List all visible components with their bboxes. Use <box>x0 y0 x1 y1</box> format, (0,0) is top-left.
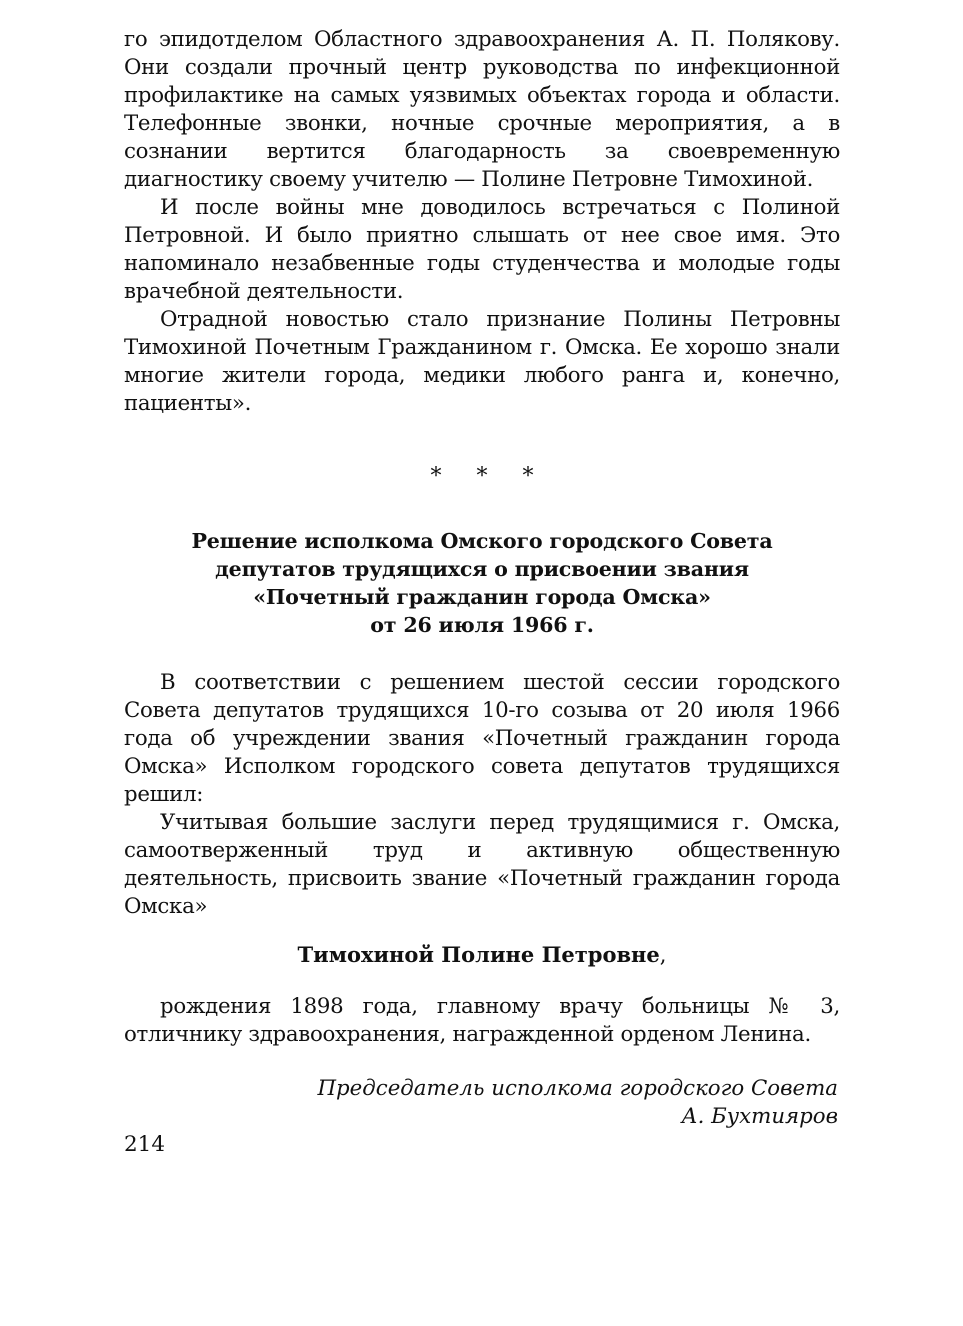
decision-title-line-4: от 26 июля 1966 г. <box>370 613 594 637</box>
decision-title-line-3: «Почетный гражданин города Омска» <box>253 585 711 609</box>
recipient-comma: , <box>659 943 667 967</box>
decision-paragraph-2: Учитывая большие заслуги перед трудящимися г. Омска, самоотверженный труд и активную общественную деятельность, присвоить звание «Почетный гражданин города Омска» <box>124 810 840 919</box>
decision-body <box>124 669 840 921</box>
signature-block <box>124 1075 840 1131</box>
recipient-name-text: Тимохиной Полине Петровне <box>297 942 660 967</box>
intro-paragraph-2: И после войны мне доводилось встречаться с Полиной Петровной. И было приятно слышать от нее свое имя. Это напоминало незабвенные годы студенчества и молодые годы врачебной деятельности. <box>124 195 840 304</box>
decision-title-line-2: депутатов трудящихся о присвоении звания <box>215 557 749 581</box>
page-body <box>124 26 840 1131</box>
page-number: 214 <box>124 1132 166 1157</box>
signature-name: А. Бухтияров <box>681 1104 838 1129</box>
recipient-details: рождения 1898 года, главному врачу больницы № 3, отличнику здравоохранения, награжденной орденом Ленина. <box>124 994 840 1047</box>
recipient-name <box>124 941 840 969</box>
intro-paragraph-3: Отрадной новостью стало признание Полины Петровны Тимохиной Почетным Гражданином г. Омска. Ее хорошо знали многие жители города, медики любого ранга и, конечно, пациенты». <box>124 307 840 416</box>
decision-title <box>124 527 840 639</box>
section-separator: * * * <box>430 464 548 489</box>
intro-paragraph-1: го эпидотделом Областного здравоохранения А. П. Полякову. Они создали прочный центр руководства по инфекционной профилактике на самых уязвимых объектах города и области. Телефонные звонки, ночные срочные мероприятия, а в сознании вертится благодарность за своевременную диагностику своему учителю — Полине Петровне Тимохиной. <box>124 27 840 192</box>
signature-title: Председатель исполкома городского Совета <box>317 1076 838 1101</box>
decision-title-line-1: Решение исполкома Омского городского Совета <box>191 529 773 553</box>
decision-paragraph-1: В соответствии с решением шестой сессии городского Совета депутатов трудящихся 10-го созыва от 20 июля 1966 года об учреждении звания «Почетный гражданин города Омска» Исполком городского совета депутатов трудящихся решил: <box>124 670 840 807</box>
